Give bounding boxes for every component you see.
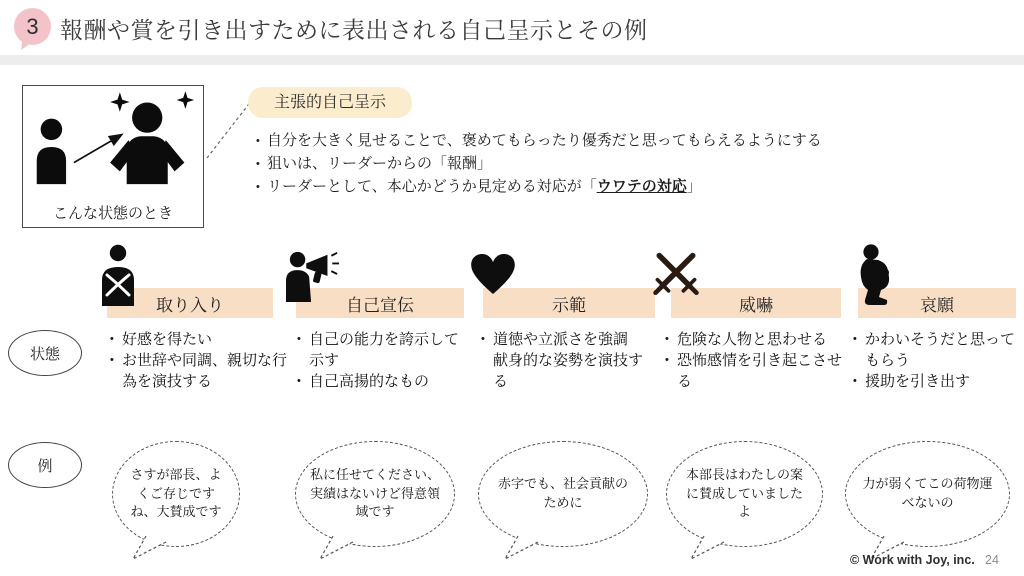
state-list-supplication: [853, 329, 1018, 392]
state-list-intimidation: [665, 329, 845, 392]
state-item: 献身的な姿勢を演技する: [493, 352, 644, 390]
crossed-swords-icon: [648, 250, 704, 302]
example-bubble-text: さすが部長、よくご存じですね、大賛成です: [112, 441, 240, 547]
speech-tail-icon: [688, 535, 732, 561]
uwate-emphasis: ウワテの対応: [596, 178, 687, 195]
example-bubble-ingratiation: [112, 441, 240, 547]
row-label-example: 例: [8, 442, 82, 488]
column-header-exemplification: 示範: [483, 288, 655, 318]
kneeling-person-icon: [856, 244, 896, 306]
speech-tail-icon: [130, 535, 174, 561]
copyright-text: © Work with Joy, inc.: [850, 553, 975, 567]
example-bubble-self-promotion: [295, 441, 455, 547]
state-item: • お世辞や同調、親切な行為を演技する: [110, 350, 290, 392]
page-number: 24: [985, 553, 999, 567]
assertive-self-presentation-tag: 主張的自己呈示: [248, 87, 412, 118]
state-item: • 恐怖感情を引き起こさせる: [665, 350, 845, 392]
state-list-exemplification: [481, 329, 653, 392]
example-bubble-exemplification: [478, 441, 648, 547]
example-bubble-supplication: [845, 441, 1010, 547]
intro-bullet-3: • リーダーとして、本心かどうか見定める対応が「ウワテの対応」: [256, 175, 986, 198]
state-list-self-promotion: [297, 329, 473, 392]
intro-bullet-2: • 狙いは、リーダーからの「報酬」: [256, 152, 986, 175]
example-bubble-text: 本部長はわたしの案に賛成していましたよ: [666, 441, 823, 547]
row-label-state: 状態: [8, 330, 82, 376]
state-list-ingratiation: [110, 329, 290, 392]
slide-title: 報酬や賞を引き出すために表出される自己呈示とその例: [60, 17, 648, 43]
state-item: • 自己の能力を誇示して示す: [297, 329, 473, 371]
example-bubble-text: 私に任せてください、実績はないけど得意領域です: [295, 441, 455, 547]
state-item: • 援助を引き出す: [853, 371, 1018, 392]
example-bubble-intimidation: [666, 441, 823, 547]
intro-bullet-1: • 自分を大きく見せることで、褒めてもらったり優秀だと思ってもらえるようにする: [256, 129, 986, 152]
column-header-self-promotion: 自己宣伝: [296, 288, 464, 318]
example-bubble-text: 赤字でも、社会貢献のために: [478, 441, 648, 547]
crossed-arms-person-icon: [98, 244, 138, 306]
speech-tail-icon: [502, 535, 546, 561]
example-bubble-text: 力が弱くてこの荷物運べないの: [845, 441, 1010, 547]
heart-icon: [468, 254, 518, 294]
column-header-supplication: 哀願: [858, 288, 1016, 318]
speech-tail-icon: [317, 535, 361, 561]
megaphone-person-icon: [284, 248, 342, 302]
state-item: • 好感を得たい: [110, 329, 290, 350]
section-number-badge: 3: [14, 8, 51, 45]
state-item: • かわいそうだと思ってもらう: [853, 329, 1018, 371]
state-item: • 危険な人物と思わせる: [665, 329, 845, 350]
column-header-ingratiation: 取り入り: [107, 288, 273, 318]
state-item: • 自己高揚的なもの: [297, 371, 473, 392]
column-header-intimidation: 威嚇: [671, 288, 841, 318]
scene-caption: こんな状態のとき: [52, 205, 173, 222]
state-item: • 道徳や立派さを強調: [481, 329, 653, 350]
